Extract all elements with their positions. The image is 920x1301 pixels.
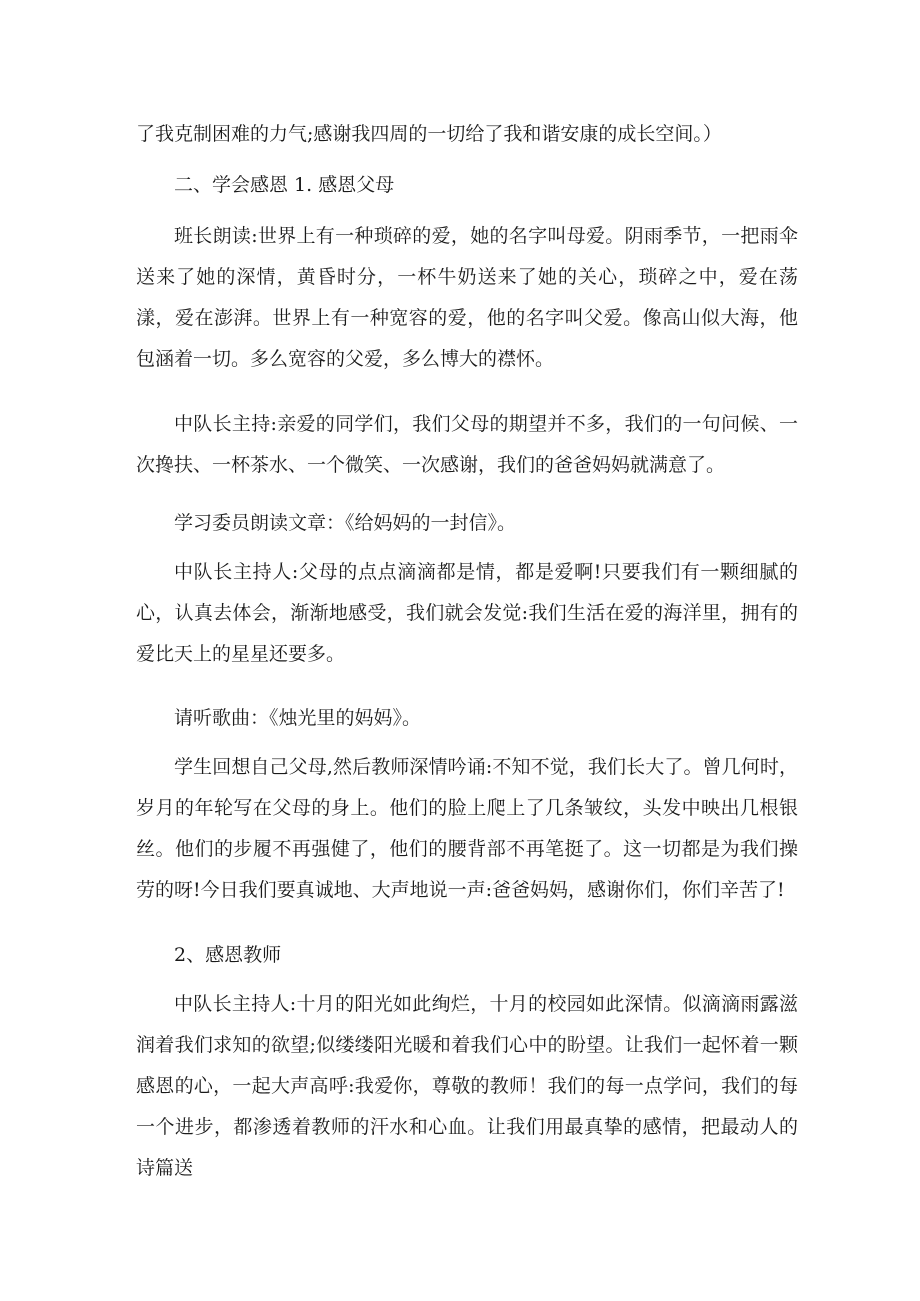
paragraph-students-recall: 学生回想自己父母,然后教师深情吟诵:不知不觉，我们长大了。曾几何时，岁月的年轮写在父母的身上。他们的脸上爬上了几条皱纹，头发中映出几根银丝。他们的步履不再强健了，他们的腰背部不再笔挺了。这一切都是为我们操劳的呀!今日我们要真诚地、大声地说一声:爸爸妈妈，感谢你们，你们辛苦了! xyxy=(136,756,798,901)
paragraph-study-committee: 学习委员朗读文章：《给妈妈的一封信》。 xyxy=(174,512,517,534)
paragraph-continuation: 了我克制困难的力气;感谢我四周的一切给了我和谐安康的成长空间。） xyxy=(136,123,722,145)
paragraph-monitor-reading: 班长朗读:世界上有一种琐碎的爱，她的名字叫母爱。阴雨季节，一把雨伞送来了她的深情，黄昏时分，一杯牛奶送来了她的关心，琐碎之中，爱在荡漾，爱在澎湃。世界上有一种宽容的爱，他的名字叫父爱。像高山似大海，他包涵着一切。多么宽容的父爱，多么博大的襟怀。 xyxy=(136,225,798,370)
section-heading-gratitude-parents: 二、学会感恩 1. 感恩父母 xyxy=(174,174,395,196)
paragraph-listen-song: 请听歌曲：《烛光里的妈妈》。 xyxy=(174,707,422,729)
section-heading-gratitude-teachers: 2、感恩教师 xyxy=(174,944,282,966)
paragraph-squad-leader-teachers: 中队长主持人:十月的阳光如此绚烂，十月的校园如此深情。似滴滴雨露滋润着我们求知的欲望;似缕缕阳光暖和着我们心中的盼望。让我们一起怀着一颗感恩的心，一起大声高呼:我爱你，尊敬的教师！我们的每一点学问，我们的每一个进步，都渗透着教师的汗水和心血。让我们用最真挚的感情，把最动人的诗篇送 xyxy=(136,993,798,1179)
paragraph-squad-leader-parents: 中队长主持人:父母的点点滴滴都是情，都是爱啊!只要我们有一颗细腻的心，认真去体会，渐渐地感受，我们就会发觉:我们生活在爱的海洋里，拥有的爱比天上的星星还要多。 xyxy=(136,561,798,665)
paragraph-squad-leader-host: 中队长主持:亲爱的同学们，我们父母的期望并不多，我们的一句问候、一次搀扶、一杯茶水、一个微笑、一次感谢，我们的爸爸妈妈就满意了。 xyxy=(136,413,798,476)
